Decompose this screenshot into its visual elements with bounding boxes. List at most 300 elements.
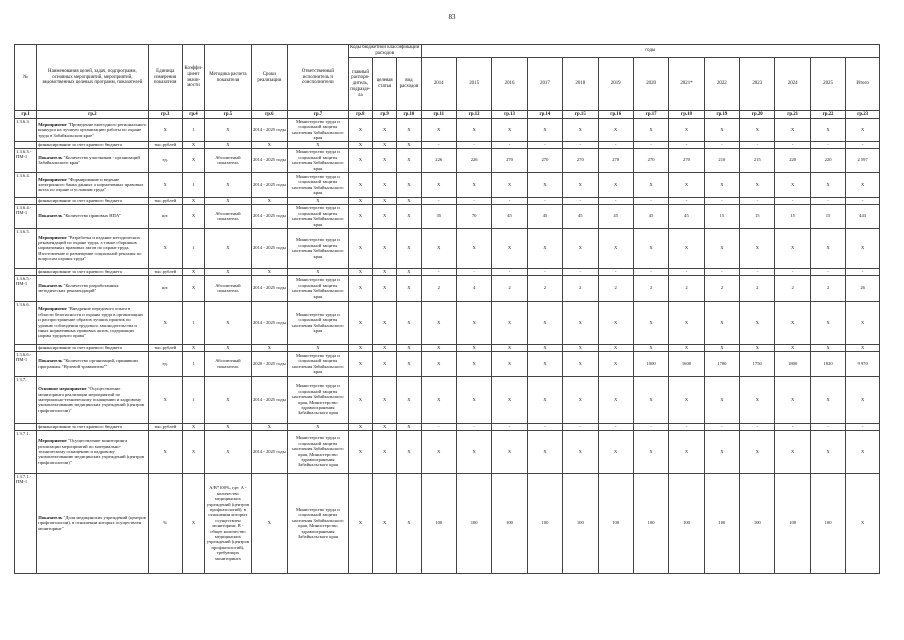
row-responsible: Министерство труда и социальной защиты населения Забайкальского края: [288, 148, 349, 172]
row-year-value: Х: [775, 376, 810, 423]
row-year-value: Х: [456, 351, 491, 376]
row-year-value: -: [704, 268, 739, 275]
column-number: гр.22: [810, 111, 845, 119]
row-year-value: -: [775, 268, 810, 275]
row-kbk: Х: [397, 473, 421, 573]
table-row: [15, 148, 880, 172]
row-name: [37, 351, 148, 376]
row-year-value: -: [456, 268, 491, 275]
row-year-value: Х: [669, 301, 704, 344]
row-year-value: -: [633, 197, 668, 204]
column-number: гр.7: [288, 111, 349, 119]
row-unit: ед.: [148, 148, 182, 172]
row-year-value: 270: [563, 148, 598, 172]
row-kbk: Х: [372, 148, 396, 172]
row-year-value: Х: [846, 376, 880, 423]
row-unit: тыс.рублей: [148, 268, 182, 275]
row-year-value: Х: [527, 344, 562, 351]
row-year-value: Х: [704, 344, 739, 351]
row-coef: 1: [182, 351, 204, 376]
column-number: гр.11: [421, 111, 456, 119]
row-kbk: Х: [372, 430, 396, 473]
row-number: 1.3.6.4.: [15, 172, 37, 197]
row-year-value: Х: [456, 172, 491, 197]
row-coef: Х: [182, 268, 204, 275]
row-year-value: 100: [563, 473, 598, 573]
row-year-value: Х: [563, 119, 598, 142]
row-responsible: Министерство труда и социальной защиты населения Забайкальского края, Министерство здравоохранения Забайкальского края: [288, 473, 349, 573]
row-kind: Показатель: [38, 213, 63, 219]
row-kbk: Х: [397, 141, 421, 148]
row-responsible: Х: [288, 268, 349, 275]
row-year-value: 2: [669, 275, 704, 301]
row-year-value: Х: [527, 228, 562, 268]
row-year-value: 2: [492, 275, 527, 301]
row-year-value: -: [740, 141, 775, 148]
row-number: [15, 344, 37, 351]
row-year-value: Х: [456, 376, 491, 423]
header-years: годы: [421, 45, 879, 58]
row-year-value: Х: [846, 430, 880, 473]
row-year-value: -: [563, 197, 598, 204]
column-number: гр.4: [182, 111, 204, 119]
row-year-value: Х: [421, 228, 456, 268]
row-year-value: 210: [704, 148, 739, 172]
table-row: [15, 301, 880, 344]
table-row: [15, 228, 880, 268]
row-coef: 1: [182, 172, 204, 197]
row-year-value: Х: [527, 376, 562, 423]
row-coef: 1: [182, 376, 204, 423]
row-year-value: -: [456, 197, 491, 204]
row-year-value: -: [704, 197, 739, 204]
row-year-value: 2: [563, 275, 598, 301]
column-number: гр.14: [527, 111, 562, 119]
row-kbk: Х: [348, 119, 372, 142]
row-number: [15, 268, 37, 275]
row-method: Абсолютный показатель: [205, 148, 252, 172]
row-text: "Проведение ежегодного регионального конкурса на лучшую организацию работы по охране труда в Забайкальском крае": [38, 121, 147, 138]
row-kind: Показатель: [38, 515, 63, 521]
row-year-value: -: [456, 141, 491, 148]
row-unit: Х: [148, 172, 182, 197]
row-kbk: Х: [372, 197, 396, 204]
row-term: Х: [251, 473, 287, 573]
row-kbk: Х: [348, 351, 372, 376]
row-number: 1.3.6.4.-ПМ-1: [15, 204, 37, 228]
header-year: 2025: [810, 58, 845, 111]
row-kbk: Х: [348, 204, 372, 228]
row-year-value: -: [846, 141, 880, 148]
row-kbk: Х: [397, 275, 421, 301]
row-kbk: Х: [397, 301, 421, 344]
row-year-value: 100: [810, 473, 845, 573]
row-responsible: Х: [288, 344, 349, 351]
row-kbk: Х: [348, 228, 372, 268]
row-year-value: Х: [704, 228, 739, 268]
row-year-value: 2: [633, 275, 668, 301]
table-row: [15, 351, 880, 376]
row-year-value: -: [563, 423, 598, 430]
row-kbk: Х: [348, 301, 372, 344]
row-year-value: Х: [775, 301, 810, 344]
row-year-value: Х: [456, 119, 491, 142]
row-year-value: Х: [598, 228, 633, 268]
row-method: А/В*100%, где: А - количество медицинских учреждений (центров профпатологий), в отношении которых осуществлен мониторинг, В - общее количество медицинских учреждений (центров профпатологий), требующих мониторинга: [205, 473, 252, 573]
row-year-value: Х: [846, 172, 880, 197]
row-kbk: Х: [372, 275, 396, 301]
column-number: гр.16: [598, 111, 633, 119]
row-year-value: Х: [810, 172, 845, 197]
row-year-value: Х: [563, 172, 598, 197]
row-year-value: 45: [633, 204, 668, 228]
row-year-value: Х: [598, 119, 633, 142]
row-kbk: Х: [372, 268, 396, 275]
table-row: [15, 344, 880, 351]
row-text: "Осуществление мониторинга реализации мероприятий по материально-техническому оснащению и кадровому укомплектованию медицинских учреждений (центров профпатологии)": [38, 438, 145, 465]
row-year-value: Х: [421, 119, 456, 142]
header-kbk-sub: главный распоря-дитель, подразде-ла: [348, 58, 372, 111]
row-year-value: Х: [527, 351, 562, 376]
row-year-value: 220: [810, 148, 845, 172]
row-year-value: 45: [492, 204, 527, 228]
row-kbk: Х: [372, 172, 396, 197]
row-name: [37, 148, 148, 172]
row-year-value: Х: [598, 430, 633, 473]
row-year-value: Х: [456, 301, 491, 344]
row-year-value: 2: [598, 275, 633, 301]
row-year-value: 45: [527, 204, 562, 228]
row-year-value: -: [846, 197, 880, 204]
row-year-value: Х: [563, 228, 598, 268]
row-year-value: 35: [421, 204, 456, 228]
row-year-value: Х: [633, 172, 668, 197]
row-year-value: Х: [669, 228, 704, 268]
row-kbk: Х: [348, 275, 372, 301]
row-year-value: 45: [669, 204, 704, 228]
row-kbk: Х: [397, 344, 421, 351]
row-year-value: Х: [492, 376, 527, 423]
row-year-value: -: [740, 268, 775, 275]
row-year-value: 270: [633, 148, 668, 172]
row-year-value: 70: [456, 204, 491, 228]
column-number: гр.5: [205, 111, 252, 119]
row-term: 2020 - 2025 годы: [251, 351, 287, 376]
header-kbk: Коды бюджетной классификации расходов: [349, 45, 420, 56]
row-text: "Осуществление мониторинга реализации мероприятий по материально-техническому оснащению и кадровому укомплектованию медицинских учреждений (центров профпатологии)": [38, 386, 145, 413]
row-method: Х: [205, 376, 252, 423]
row-responsible: Х: [288, 141, 349, 148]
row-responsible: Министерство труда и социальной защиты населения Забайкальского края: [288, 119, 349, 142]
row-year-value: Х: [740, 301, 775, 344]
row-year-value: 2 597: [846, 148, 880, 172]
row-kbk: Х: [348, 268, 372, 275]
row-year-value: Х: [704, 301, 739, 344]
row-year-value: -: [810, 197, 845, 204]
row-coef: Х: [182, 473, 204, 573]
row-year-value: Х: [633, 430, 668, 473]
header-year: 2017: [527, 58, 562, 111]
row-coef: 1: [182, 228, 204, 268]
row-year-value: -: [527, 423, 562, 430]
row-year-value: 100: [421, 473, 456, 573]
row-year-value: -: [633, 268, 668, 275]
row-year-value: 100: [740, 473, 775, 573]
row-year-value: -: [810, 423, 845, 430]
row-text: финансирование за счет краевого бюджета: [38, 141, 122, 147]
row-number: 1.3.7.: [15, 376, 37, 423]
row-term: 2014 - 2025 годы: [251, 148, 287, 172]
row-coef: Х: [182, 275, 204, 301]
row-kbk: Х: [372, 301, 396, 344]
row-name: [37, 204, 148, 228]
row-kbk: Х: [397, 430, 421, 473]
row-year-value: -: [527, 141, 562, 148]
row-year-value: Х: [456, 430, 491, 473]
row-number: 1.3.6.6.-ПМ-1: [15, 351, 37, 376]
row-name: [37, 197, 148, 204]
row-year-value: Х: [563, 376, 598, 423]
row-year-value: 270: [492, 148, 527, 172]
row-method: Х: [205, 172, 252, 197]
row-kbk: Х: [397, 172, 421, 197]
row-year-value: Х: [704, 430, 739, 473]
row-year-value: Х: [563, 344, 598, 351]
row-year-value: Х: [775, 228, 810, 268]
row-year-value: 26: [846, 275, 880, 301]
row-number: 1.3.6.3.-ПМ-1: [15, 148, 37, 172]
row-coef: 1: [182, 301, 204, 344]
row-kbk: Х: [372, 141, 396, 148]
column-number: гр.10: [397, 111, 421, 119]
row-kind: Основное мероприятие: [38, 386, 87, 392]
header-year: 2023: [740, 58, 775, 111]
column-number: гр.12: [456, 111, 491, 119]
row-year-value: -: [775, 423, 810, 430]
row-unit: Х: [148, 376, 182, 423]
row-kind: Показатель: [38, 154, 63, 160]
row-kbk: Х: [348, 473, 372, 573]
row-term: Х: [251, 141, 287, 148]
header-num: №: [15, 45, 37, 111]
row-year-value: -: [598, 197, 633, 204]
row-kbk: Х: [397, 376, 421, 423]
row-method: Х: [205, 430, 252, 473]
column-number: гр.6: [251, 111, 287, 119]
row-method: Х: [205, 344, 252, 351]
row-year-value: 226: [421, 148, 456, 172]
row-number: [15, 197, 37, 204]
row-text: финансирование за счет краевого бюджета: [38, 344, 122, 350]
row-kind: Показатель: [38, 282, 63, 288]
row-method: Х: [205, 197, 252, 204]
row-kind: Мероприятие: [38, 306, 67, 312]
row-year-value: 270: [598, 148, 633, 172]
row-number: [15, 141, 37, 148]
row-coef: Х: [182, 197, 204, 204]
row-year-value: Х: [527, 430, 562, 473]
row-year-value: -: [669, 197, 704, 204]
column-number: гр.20: [740, 111, 775, 119]
row-year-value: Х: [633, 119, 668, 142]
row-year-value: Х: [598, 301, 633, 344]
row-name: [37, 430, 148, 473]
header-year: 2015: [456, 58, 491, 111]
row-year-value: 100: [704, 473, 739, 573]
row-text: "Внедрение передового опыта в области безопасности и охраны труда в организациях и распространение образов лучших практик по уровню соблюдения трудового законодательства и иных нормативных правовых актов, содержащих нормы трудового права": [38, 306, 144, 339]
row-text: "Формирование и ведение электронного банка данных о нормативных правовых актах по охране и условиям труда": [38, 176, 144, 193]
row-year-value: -: [421, 423, 456, 430]
row-year-value: Х: [492, 430, 527, 473]
row-kbk: Х: [372, 473, 396, 573]
row-method: Х: [205, 301, 252, 344]
row-unit: Х: [148, 119, 182, 142]
row-year-value: Х: [527, 172, 562, 197]
row-year-value: Х: [704, 172, 739, 197]
row-responsible: Министерство труда и социальной защиты населения Забайкальского края, Министерство здравоохранения Забайкальского края: [288, 430, 349, 473]
row-year-value: Х: [704, 119, 739, 142]
row-year-value: Х: [527, 301, 562, 344]
table-body: [15, 111, 880, 574]
column-number: гр.13: [492, 111, 527, 119]
row-number: 1.3.7.1.: [15, 430, 37, 473]
row-year-value: -: [492, 197, 527, 204]
row-year-value: Х: [421, 344, 456, 351]
header-year: 2019: [598, 58, 633, 111]
row-year-value: 1700: [704, 351, 739, 376]
row-kbk: Х: [372, 204, 396, 228]
row-year-value: Х: [598, 344, 633, 351]
table-row: [15, 119, 880, 142]
row-kind: Мероприятие: [38, 176, 67, 182]
row-responsible: Министерство труда и социальной защиты населения Забайкальского края: [288, 301, 349, 344]
table-row: [15, 473, 880, 573]
row-term: Х: [251, 268, 287, 275]
row-kbk: Х: [372, 228, 396, 268]
row-text: "Количество организаций, принявших программы "Нулевой травматизм"": [38, 358, 139, 369]
row-name: [37, 473, 148, 573]
row-year-value: -: [421, 268, 456, 275]
row-name: [37, 301, 148, 344]
header-coef: Коэффи-циент значи-мости: [182, 45, 204, 111]
row-year-value: Х: [456, 344, 491, 351]
row-method: Х: [205, 423, 252, 430]
row-year-value: Х: [740, 430, 775, 473]
table-row: [15, 430, 880, 473]
row-kbk: Х: [348, 141, 372, 148]
row-year-value: Х: [633, 344, 668, 351]
row-year-value: Х: [421, 376, 456, 423]
row-year-value: -: [421, 197, 456, 204]
row-term: 2014 - 2025 годы: [251, 204, 287, 228]
row-responsible: Х: [288, 423, 349, 430]
row-year-value: 443: [846, 204, 880, 228]
row-year-value: -: [740, 423, 775, 430]
row-year-value: Х: [669, 119, 704, 142]
row-name: [37, 423, 148, 430]
row-year-value: -: [740, 197, 775, 204]
row-name: [37, 376, 148, 423]
row-year-value: Х: [492, 172, 527, 197]
row-kbk: Х: [348, 376, 372, 423]
row-year-value: Х: [810, 301, 845, 344]
row-responsible: Министерство труда и социальной защиты населения Забайкальского края: [288, 228, 349, 268]
row-year-value: 45: [598, 204, 633, 228]
row-year-value: 100: [669, 473, 704, 573]
column-number-row: [15, 111, 880, 119]
row-term: 2014 - 2025 годы: [251, 119, 287, 142]
row-kind: Мероприятие: [38, 121, 67, 127]
row-year-value: Х: [492, 228, 527, 268]
row-term: 2014 - 2025 годы: [251, 301, 287, 344]
row-method: Абсолютный показатель: [205, 204, 252, 228]
header-term: Сроки реализации: [251, 45, 287, 111]
row-year-value: Х: [633, 376, 668, 423]
row-method: Х: [205, 228, 252, 268]
row-kbk: Х: [372, 344, 396, 351]
row-year-value: -: [456, 423, 491, 430]
row-term: 2014 - 2025 годы: [251, 172, 287, 197]
header-year: Итого: [846, 58, 880, 111]
row-year-value: Х: [846, 119, 880, 142]
row-year-value: 2: [740, 275, 775, 301]
column-number: гр.21: [775, 111, 810, 119]
row-number: 1.3.6.5.-ПМ-1: [15, 275, 37, 301]
row-year-value: 15: [704, 204, 739, 228]
row-coef: Х: [182, 148, 204, 172]
row-year-value: 100: [492, 473, 527, 573]
row-year-value: Х: [846, 473, 880, 573]
row-method: Х: [205, 268, 252, 275]
row-text: "Количество правовых НПА": [62, 213, 122, 219]
row-text: "Количество разработанных методических рекомендаций": [38, 282, 119, 294]
row-number: 1.3.6.6.: [15, 301, 37, 344]
row-year-value: -: [775, 197, 810, 204]
row-year-value: 1750: [740, 351, 775, 376]
row-kbk: Х: [397, 351, 421, 376]
header-year: 2021*: [669, 58, 704, 111]
row-kbk: Х: [397, 228, 421, 268]
row-year-value: -: [492, 141, 527, 148]
row-kbk: Х: [372, 351, 396, 376]
table-row: [15, 423, 880, 430]
table-row: [15, 268, 880, 275]
row-year-value: 100: [775, 473, 810, 573]
row-year-value: -: [669, 141, 704, 148]
header-year: 2020: [633, 58, 668, 111]
row-year-value: Х: [775, 344, 810, 351]
row-year-value: -: [598, 268, 633, 275]
row-year-value: -: [527, 268, 562, 275]
row-kbk: Х: [397, 197, 421, 204]
row-text: "Разработка и издание методических рекомендаций по охране труда, а также сборников нормативных правовых актов по охране труда. Изготовление и размещение социальной рекламы по вопросам охраны труда": [38, 234, 142, 262]
row-year-value: -: [846, 423, 880, 430]
row-kbk: Х: [397, 423, 421, 430]
row-year-value: -: [598, 141, 633, 148]
row-year-value: Х: [810, 430, 845, 473]
row-kbk: Х: [348, 344, 372, 351]
row-unit: тыс.рублей: [148, 197, 182, 204]
column-number: гр.1: [15, 111, 37, 119]
row-year-value: -: [527, 197, 562, 204]
row-year-value: Х: [846, 228, 880, 268]
header-name: Наименования целей, задач, подпрограмм, основных мероприятий, мероприятий, ведомственных целевых программ, показателей: [37, 45, 148, 111]
row-kind: Мероприятие: [38, 234, 67, 240]
row-year-value: Х: [527, 119, 562, 142]
row-number: [15, 423, 37, 430]
row-year-value: Х: [492, 344, 527, 351]
row-kbk: Х: [397, 148, 421, 172]
